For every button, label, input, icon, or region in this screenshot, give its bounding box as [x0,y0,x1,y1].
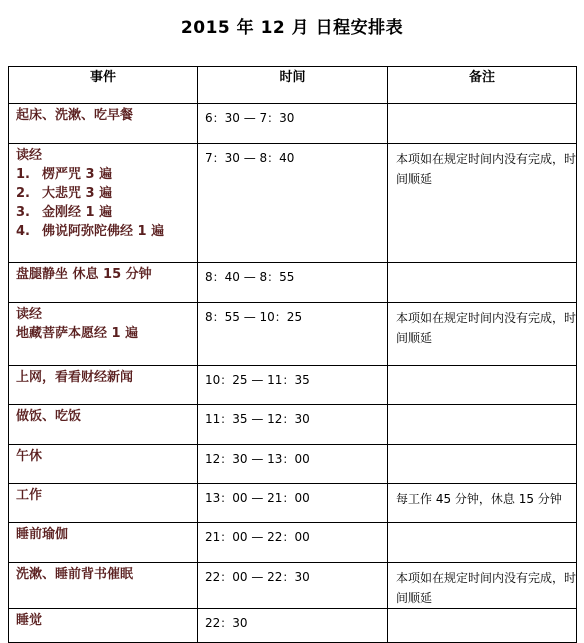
schedule-table [8,66,577,643]
list-number: 4. [16,224,30,239]
table-row [9,144,577,263]
note-cell [388,263,577,303]
note-text [388,104,576,109]
note-cell [388,144,577,263]
event-text: 读经 [16,307,43,322]
event-cell [9,366,198,405]
table-row [9,405,577,445]
table-row [9,445,577,484]
table-row [9,523,577,563]
event-cell [9,609,198,643]
note-text [388,609,576,614]
event-cell [9,523,198,563]
time-cell [198,144,388,263]
event-cell [9,303,198,366]
list-number: 1. [16,167,30,182]
event-text: 上网，看看财经新闻 [16,370,134,385]
time-text: 22：30 [205,616,248,630]
event-text: 午休 [16,449,43,464]
table-row [9,263,577,303]
time-text: 21：00 — 22：00 [205,530,310,544]
list-text: 楞严咒 3 遍 [42,167,113,182]
note-text: 每工作 45 分钟，休息 15 分钟 [396,492,562,506]
note-text: 本项如在规定时间内没有完成，时间顺延 [396,311,577,345]
time-cell [198,445,388,484]
event-text: 起床、洗漱、吃早餐 [16,108,134,123]
list-item [16,203,197,222]
time-text: 6：30 — 7：30 [205,111,295,125]
event-text: 睡前瑜伽 [16,527,69,542]
header-note: 备注 [388,67,577,104]
note-cell [388,563,577,609]
event-cell [9,263,198,303]
note-cell [388,445,577,484]
header-time: 时间 [198,67,388,104]
event-subtext: 地藏菩萨本愿经 1 遍 [16,326,139,341]
note-text: 本项如在规定时间内没有完成，时间顺延 [396,152,577,186]
note-text [388,366,576,371]
time-cell [198,366,388,405]
list-item [16,222,197,241]
note-cell [388,609,577,643]
event-text: 睡觉 [16,613,43,628]
header-row [9,67,577,104]
note-cell [388,523,577,563]
list-number: 2. [16,186,30,201]
event-text: 读经 [16,148,43,163]
note-text [388,523,576,528]
time-text: 8：40 — 8：55 [205,270,295,284]
time-cell [198,523,388,563]
event-cell [9,563,198,609]
time-text: 22：00 — 22：30 [205,570,310,584]
header-event: 事件 [9,67,198,104]
note-cell [388,405,577,445]
note-cell [388,104,577,144]
event-cell [9,445,198,484]
time-text: 11：35 — 12：30 [205,412,310,426]
list-number: 3. [16,205,30,220]
time-cell [198,609,388,643]
time-cell [198,563,388,609]
event-text: 工作 [16,488,43,503]
list-item [16,184,197,203]
note-text [388,405,576,410]
time-text: 8：55 — 10：25 [205,310,303,324]
time-cell [198,303,388,366]
time-cell [198,263,388,303]
list-text: 佛说阿弥陀佛经 1 遍 [42,224,165,239]
table-row [9,303,577,366]
table-row [9,484,577,523]
event-cell [9,405,198,445]
time-cell [198,104,388,144]
table-row [9,366,577,405]
time-cell [198,405,388,445]
note-cell [388,303,577,366]
time-text: 12：30 — 13：00 [205,452,310,466]
event-cell [9,484,198,523]
list-text: 金刚经 1 遍 [42,205,113,220]
table-row [9,104,577,144]
note-text [388,263,576,268]
event-cell [9,144,198,263]
note-cell [388,366,577,405]
list-item [16,165,197,184]
event-cell [9,104,198,144]
time-text: 7：30 — 8：40 [205,151,295,165]
table-row [9,563,577,609]
note-text [388,445,576,450]
event-text: 做饭、吃饭 [16,409,82,424]
time-text: 13：00 — 21：00 [205,491,310,505]
table-row [9,609,577,643]
list-text: 大悲咒 3 遍 [42,186,113,201]
page-title: 2015 年 12 月 日程安排表 [180,18,404,38]
time-text: 10：25 — 11：35 [205,373,310,387]
time-cell [198,484,388,523]
event-text: 盘腿静坐 休息 15 分钟 [16,267,152,282]
note-cell [388,484,577,523]
note-text: 本项如在规定时间内没有完成，时间顺延 [396,571,577,605]
event-text: 洗漱、睡前背书催眠 [16,567,134,582]
